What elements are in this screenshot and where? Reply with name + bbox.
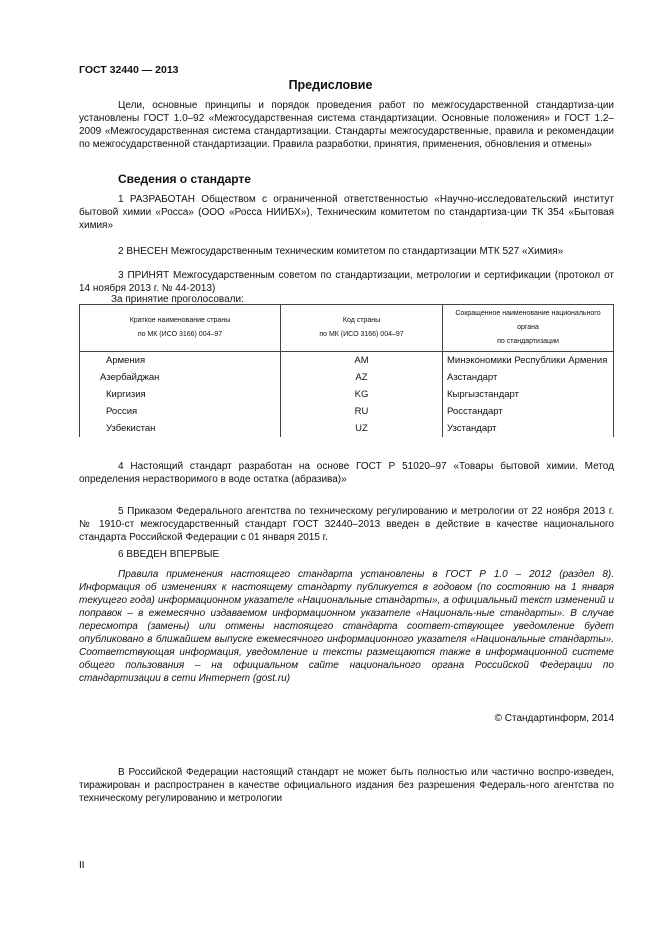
col-body-header: Сокращенное наименование национального органа по стандартизации xyxy=(443,305,614,352)
item-6-text: 6 ВВЕДЕН ВПЕРВЫЕ xyxy=(118,549,220,560)
body-cell: Кыргызстандарт xyxy=(443,386,614,403)
item-5-text: 5 Приказом Федерального агентства по техническому регулированию и метрологии от 22 ноября 2013 г. № 1910-ст межгосударственный стандарт ГОСТ 32440–2013 введен в действие в качестве национального стандарта Российской Федерации с 01 января 2015 г. xyxy=(79,506,614,543)
code-cell: AZ xyxy=(281,369,443,386)
country-cell: Киргизия xyxy=(80,386,281,403)
code-cell: UZ xyxy=(281,420,443,437)
about-standard-title: Сведения о стандарте xyxy=(118,172,251,186)
legal-text: В Российской Федерации настоящий стандарт не может быть полностью или частично воспро-изведен, тиражирован и распространен в качестве официального издания без разрешения Федераль-ного агентства по техническому регулированию и метрологии xyxy=(79,767,614,804)
legal-paragraph xyxy=(79,766,614,805)
col-code-header: Код страны по МК (ИСО 3166) 004–97 xyxy=(281,305,443,352)
foreword-text: Цели, основные принципы и порядок проведения работ по межгосударственной стандартиза-ции установлены ГОСТ 1.0–92 «Межгосударственная система стандартизации. Основные положения» и ГОСТ 1.2–2009 «Межгосударственная система стандартизации. Стандарты межгосударственные, правила и рекомендации по межгосударственной стандартизации. Правила разработки, принятия, применения, обновления и отмены» xyxy=(79,100,614,150)
country-cell: Армения xyxy=(80,352,281,370)
foreword-paragraph xyxy=(79,99,614,151)
code-cell: RU xyxy=(281,403,443,420)
item-1-paragraph xyxy=(79,193,614,232)
item-5-paragraph xyxy=(79,505,614,544)
voting-table xyxy=(79,304,614,437)
item-3-text: 3 ПРИНЯТ Межгосударственным советом по стандартизации, метрологии и сертификации (протокол от 14 ноября 2013 г. № 44-2013) xyxy=(79,270,614,294)
item-3-paragraph xyxy=(79,269,614,295)
table-row xyxy=(80,420,614,437)
item-2-paragraph xyxy=(79,245,614,258)
body-cell: Минэкономики Республики Армения xyxy=(443,352,614,370)
item-4-paragraph xyxy=(79,460,614,486)
notice-paragraph xyxy=(79,568,614,685)
foreword-title: Предисловие xyxy=(288,78,373,92)
code-cell: KG xyxy=(281,386,443,403)
item-1-text: 1 РАЗРАБОТАН Обществом с ограниченной ответственностью «Научно-исследовательский институт бытовой химии «Росса» (ООО «Росса НИИБХ»), Техническим комитетом по стандартиза-ции ТК 354 «Бытовая химия» xyxy=(79,194,614,231)
country-cell: Россия xyxy=(80,403,281,420)
country-cell: Азербайджан xyxy=(80,369,281,386)
notice-text: Правила применения настоящего стандарта установлены в ГОСТ Р 1.0 – 2012 (раздел 8). Информация об изменениях к настоящему стандарту публикуется в годовом (по состоянию на 1 января текущего года) информационном указателе «Национальные стандарты», а официальный текст изменений и поправок – в ежемесячно издаваемом информационном указателе «Националь-ные стандарты». В случае пересмотра (замены) или отмены настоящего стандарта соответ-ствующее уведомление будет опубликовано в ближайшем выпуске ежемесячного информационного указателя «Национальные стандарты». Соответствующая информация, уведомление и тексты размещаются также в информационной системе общего пользования – на официальном сайте национального органа Российской Федерации по стандартизации в сети Интернет (gost.ru) xyxy=(79,569,614,684)
code-cell: AM xyxy=(281,352,443,370)
table-row xyxy=(80,369,614,386)
col-country-header: Краткое наименование страны по МК (ИСО 3166) 004–97 xyxy=(80,305,281,352)
voted-label: За принятие проголосовали: xyxy=(111,294,244,305)
copyright-line: © Стандартинформ, 2014 xyxy=(494,713,614,724)
body-cell: Росстандарт xyxy=(443,403,614,420)
body-cell: Азстандарт xyxy=(443,369,614,386)
document-code-header: ГОСТ 32440 — 2013 xyxy=(79,64,179,76)
country-cell: Узбекистан xyxy=(80,420,281,437)
table-header-row xyxy=(80,305,614,352)
page-number: II xyxy=(79,860,85,871)
item-2-text: 2 ВНЕСЕН Межгосударственным техническим комитетом по стандартизации МТК 527 «Химия» xyxy=(118,246,564,257)
table-row xyxy=(80,403,614,420)
item-4-text: 4 Настоящий стандарт разработан на основе ГОСТ Р 51020–97 «Товары бытовой химии. Метод определения нерастворимого в воде остатка (абразива)» xyxy=(79,461,614,485)
table-row xyxy=(80,352,614,370)
table-row xyxy=(80,386,614,403)
body-cell: Узстандарт xyxy=(443,420,614,437)
